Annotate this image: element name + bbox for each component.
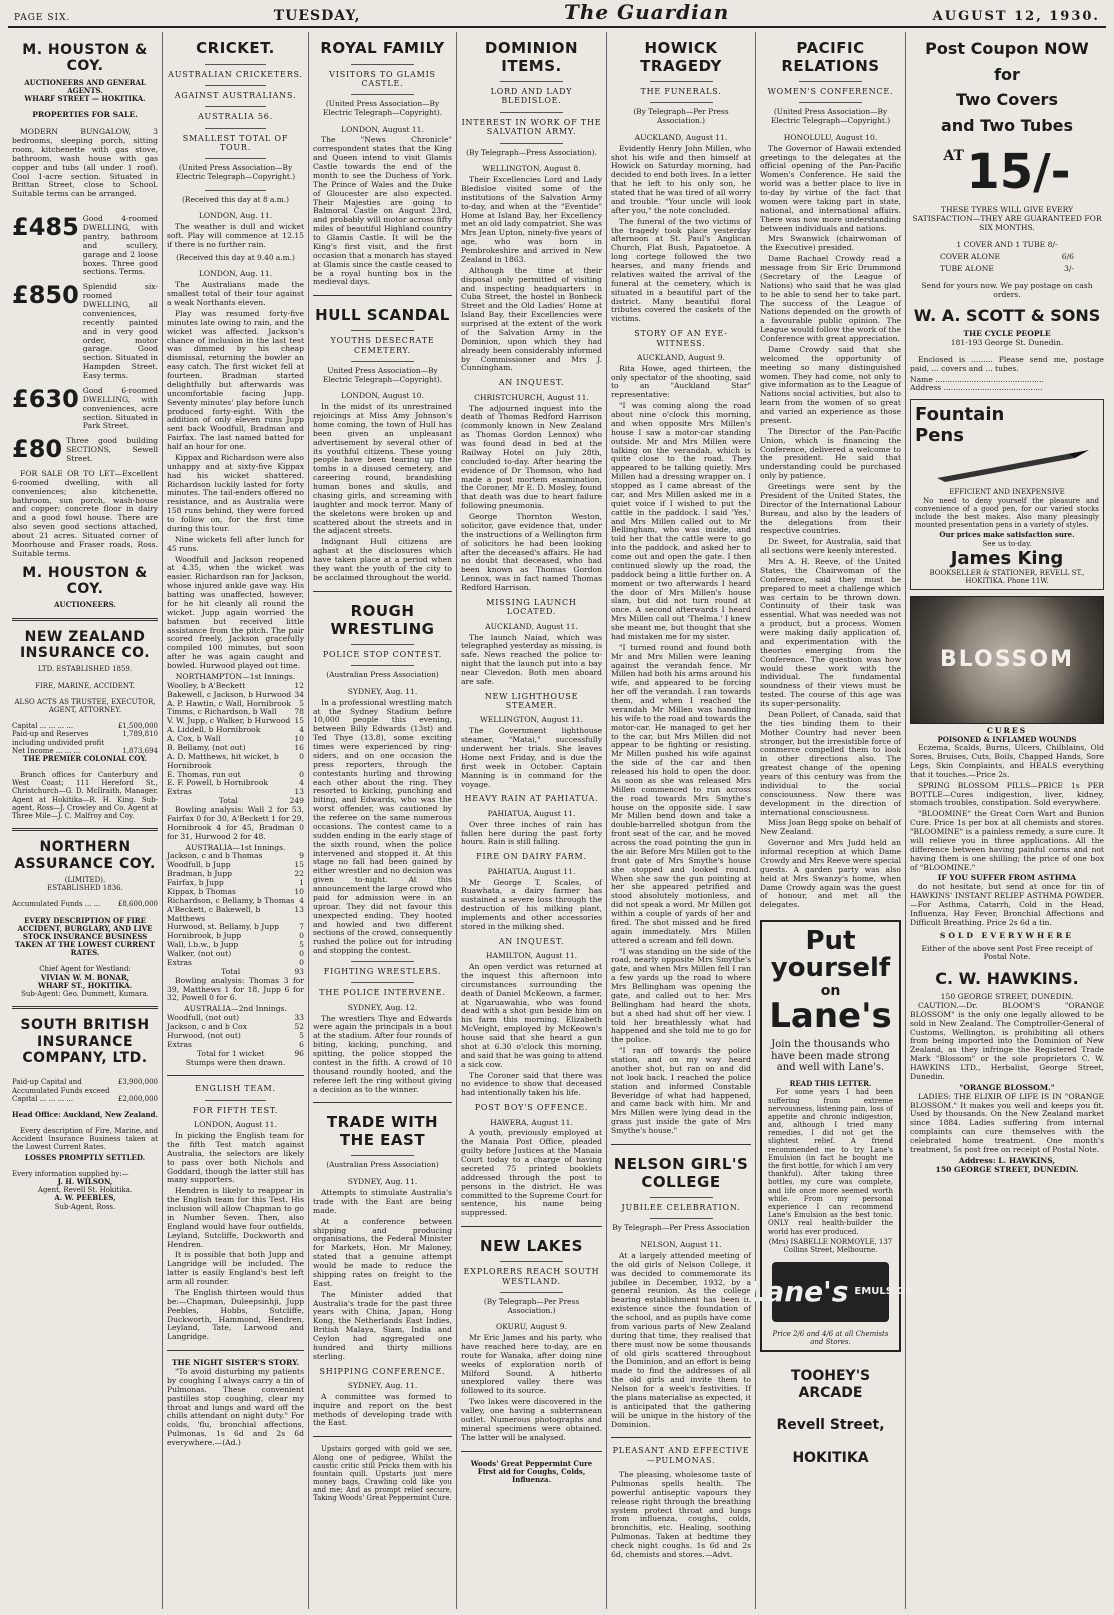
sbi-paid: Paid-up Capital and Accumulated Funds exceed £3,900,000 [12,1078,158,1095]
column-dominion-items: DOMINION ITEMS. LORD AND LADY BLEDISLOE. INTEREST IN WORK OF THE SALVATION ARMY. (By Telegraph—Press Association). WELLINGTON, August 8. Their Excellencies Lord and Lady Bledisloe visited some of the institutions of the Salvation Army to-day, and when at the "Eventide" Home at Island Bay, her Excellency met an old lady compatriot. She was Mrs Jean Upton, ninety-five years of age, who was born in Pembrokeshire and arrived in New Zealand in 1863. Although the time at their disposal only permitted of visiting and inspecting headquarters in Cuba Street, the hostel in Bonbeck Street and the Old Ladies' Home at Island Bay, their Excellencies were surprised at the extent of the work of the Salvation Army in the Dominion, upon which they had already been considerably informed by Commissioner and Mrs J. Cunningham. AN INQUEST. CHRISTCHURCH, August 11. The adjourned inquest into the death of Thomas Redford Harrison (commonly known in New Zealand as Thomas Gordon Lennox) who was found dead in bed at the Railway Hotel on July 28th, concluded to-day. After hearing the evidence of Dr Thomson, who had made a post mortem examination, the Coroner, Mr E. D. Mosley, found that death was due to heart failure following pneumonia. George Thornton Weston, solicitor, gave evidence that, under the instructions of a Wellington firm of solicitors he had been looking after the deceased's affairs. He had no doubt that deceased, who had been known as Thomas Gordon Lennox, was in fact named Thomas Redford Harrison. MISSING LAUNCH LOCATED. AUCKLAND, August 11. The launch Naiad, which was telegraphed yesterday as missing, is safe. News reached the police to-night that the launch put into a bay near Clevedon. Both men aboard are safe. NEW LIGHTHOUSE STEAMER. WELLINGTON, August 11. The Government lighthouse steamer, "Matai," successfully underwent her trials. She leaves Home next Friday, and is due the first week in October. Captain Manning is in command for the voyage. HEAVY RAIN AT PAHIATUA. PAHIATUA, August 11. Over three inches of rain has fallen here during the past forty hours. Rain is still falling. FIRE ON DAIRY FARM. PAHIATUA, August 11. Mr George T. Scales, of Ruawhata, a dairy farmer has sustained a severe loss through the destruction of his milking plant, implements and other accessories stored in the milking shed. AN INQUEST. HAMILTON, August 11. An open verdict was returned at the inquest this afternoon into circumstances surrounding the death of Daniel McKeown, a farmer, at Ngaruawahia, who was found dead with a shot gun beside him on his farm this morning. Elizabeth McVeight, employed by McKeown's house said that she heard a gun shot at 6.30 o'clock this morning, and said that he was going to attend a sick cow. The Coroner said that there was no evidence to show that deceased had intentionally taken his life. POST BOY'S OFFENCE. HAWERA, August 11. A youth, previously employed at the Manaia Post Office, pleaded guilty before Justices at the Manaia Court today to a charge of having secreted 75 printed booklets addressed through the post to persons in the district. He was committed to the Supreme Court for sentence, his name being suppressed. NEW LAKES EXPLORERS REACH SOUTH WESTLAND. (By Telegraph—Per Press Association.) OKURU, August 9. Mr Eric James and his party, who have reached here to-day, are en route for Wanaka, after doing nine weeks of exploration north of Milford Sound. A hitherto unexplored valley there was followed to its source. Two lakes were discovered in the valley, one having a subterranean outlet. Numerous photographs and mineral specimens were obtained. The latter will be analysed. Woods' Great Peppermint Cure First aid for Coughs, Colds, Influenza. [457,32,607,1609]
howick-tragedy-headline: HOWICK TRAGEDY [640,39,722,75]
scorecard-total: Total for 1 wicket 96 [196,1048,304,1058]
runs: 13 [294,904,304,914]
english-team-heading: ENGLISH TEAM. [195,1084,276,1094]
cricket-paragraph: Play was resumed forty-five minutes late owing to rain, and the wicket was affected. Jackson's chance of inclusion in the last test was dimmed by his cheap dismissal, returning the bowler an easy catch. The first wicket fell at fourteen. Bradman started delightfully but afterwards was uncomfortable facing Jupp. Seventy minutes' play before lunch produced forty-eight. With the addition of only eleven runs Jupp sent back Woodfull, Bradman and Fairfax. The last named batted for half an hour for one. [167,308,304,452]
batsman: A. D. Matthews, hit wicket, b Hornibrook [167,751,279,770]
runs: 9 [299,851,304,861]
lanes-brand: Lane's [769,996,892,1037]
batsman: Hornibrook, b Jupp [167,931,242,941]
sbi-head-office: Head Office: Auckland, New Zealand. [12,1109,158,1119]
scorecard-row [167,906,304,924]
batsman: Kippax, b Thomas [167,886,236,896]
property-80: £80 Three good building SECTIONS, Sewell Street. [12,435,158,464]
westland-agent-label: Chief Agent for Westland: [39,965,131,974]
runs: 10 [294,886,304,896]
sbi-description: Every description of Fire, Marine, and Accident Insurance Business taken at the Lowest Current Rates. [12,1127,158,1152]
trade-east-headline: TRADE WITH THE EAST [326,1113,439,1150]
losses-settled: LOSSES PROMPTLY SETTLED. [24,1152,146,1162]
cricket-paragraph: The Australians made the smallest total of their tour against a weak Northants eleven. [167,280,304,308]
property-850: £850 Splendid six-roomed DWELLING, all conveniences, recently painted and in very good order, motor garage. Good section. Situated in Hampden Street. Easy terms. [12,281,158,381]
batsman: Woolley, b A'Beckett [167,680,246,690]
column-classifieds [8,32,163,1609]
runs: 34 [294,689,304,699]
batsman: Bradman, b Jupp [167,869,232,879]
coupon-name-field[interactable]: Name ............................................. [910,374,1044,384]
ad-night-sister: "To avoid disturbing my patients by coughing I always carry a tin of Pulmonas. These convenient pastilles stop coughing, clear my throat and lungs and ward off the chills attendant on night duty." For colds, 'flu, bronchial affections, Pulmonas, 1s 6d and 2s 6d everywhere.—(Ad.) [167,1367,304,1448]
woods-ad: Woods' Great Peppermint Cure First aid for Coughs, Colds, Influenza. [470,1458,593,1484]
nzi-trustee: ALSO ACTS AS TRUSTEE, EXECUTOR, AGENT, ATTORNEY. [14,697,156,714]
runs: 7 [299,922,304,932]
sub-agent-kumara: Sub-Agent: Geo. Dummett, Kumara. [21,990,149,998]
blossom-ointment-image: BLOSSOM [910,596,1104,724]
price-850: £850 [12,281,79,310]
firm-title-2: M. HOUSTON & COY. [22,564,148,598]
woods-poem: Upstairs gorged with gold we see, Along one of pedigree, Whilst the caustic critic still Pricks them with his fountain quill. Upstarts just mere money bags, Crawling cold like you and me; And as prompt relief secure, Taking Woods' Great Peppermint Cure. [313,1445,452,1503]
scorecard-australia-2 [167,1014,304,1050]
column-howick-tragedy: HOWICK TRAGEDY THE FUNERALS. (By Telegraph—Per Press Association.) AUCKLAND, August 11. Evidently Henry John Millen, who shot his wife and then himself at Howick on Saturday morning, had decided to end both lives. In a letter that he left to his only son, he stated that he was tired of all worry and trouble. "Your uncle will look after you," the note concluded. The funeral of the two victims of the tragedy took place yesterday afternoon at St. Paul's Anglican Church, Flat Bush, Papatoetoe. A long cortege followed the two hearses, and many friends and relatives waited the arrival of the funeral at the cemetery, which is situated in a beautiful part of the district. Many beautiful floral tributes covered the caskets of the victims. STORY OF AN EYE-WITNESS. AUCKLAND, August 9. Rita Howe, aged thirteen, the only spectator of the shooting, said to an "Auckland Star" representative: "I was coming along the road about nine o'clock this morning, and when opposite Mrs Millen's house I saw a motor-car standing outside. Mr and Mrs Millen were talking on the verandah, which is quite close to the road. They appeared to be talking quietly. Mrs Millen had a dressing wrapper on. I stopped as I came abreast of the car, and Mrs Millen asked me in a quiet voice if I wished to put the cattle in the paddock. I said 'Yes,' and Mrs Millen called out to Mr Bellingham, who was inside, and told her that the cattle were to go into the paddock, and asked her to come out and open the gate. I then continued slowly up the road, the paddock being a little further on. A moment or two afterwards I heard the door of Mrs Millen's house slam, but did not turn round at once. A second afterwards I heard Mrs Millen call out 'Thelma.' I knew she meant me, but thought that she had mistaken me for my sister. "I turned round and found both Mr and Mrs Millen were leaning against the verandah fence. Mr Millen had both his arms around his wife, and appeared to be forcing her off the verandah. I ran towards them, and when I reached the verandah Mr Millen was handling his wife to the road and towards the motor-car. He managed to get her to the car, but Mrs Millen did not appear to be fighting or resisting. Mr Millen pushed his wife against the side of the car and then released his hold to open the door. As soon as she was released Mrs Millen commenced to run across the road towards Mrs Smythe's house on the opposite side. I saw Mr Millen bend down and take a double-barrelled shotgun from the front seat of the car, and he moved across the road pointing the gun in the air. Before Mrs Millen got to the front gate of Mrs Smythe's house she stopped and looked round. When she saw the gun pointing at her she appeared petrified and stood absolutely motionless, and did not speak a word. Mr Millen got within a couple of yards of her and fired. The shot missed and he fired again immediately. Mrs Millen uttered a scream and fell down. "I was standing on the side of the road, nearly opposite Mrs Smythe's gate, and when Mrs Millen fell I ran a few yards up the road to where Mrs Bellingham was opening the gate, and called out to her. Mrs Bellingham had heard the shots, but a shed had shut off her view. I told her breathlessly what had happened and she told me to go for the police. "I ran off towards the police station, and on my way heard another shot, but ran on and did not look back. I reached the police station and informed Constable Beveridge of what had happened, and came back with him. Mr and Mrs Millen were lying dead in the grass just inside the gate of Mrs Smythe's house." NELSON GIRL'S COLLEGE JUBILEE CELEBRATION. By Telegraph—Per Press Association NELSON, August 11. At a largely attended meeting of the old girls of Nelson College, it was decided to commemorate its jubilee in December, 1932, by a general reunion. As the college bearing establishment has been in existence since the foundation of the school, and as pupils have come from various parts of New Zealand during that time, they realised that there must now be some thousands of old girls scattered throughout the Dominion, and an effort is being made to find the addresses of all the old girls and invite them to Nelson for a week's festivities. If the plans materialise as expected, it is anticipated that the gathering will be unique in the history of the Dominion. PLEASANT AND EFFECTIVE—PULMONAS. The pleasing, wholesome taste of Pulmonas spells health. The powerful antiseptic vapours they release right through the breathing system protect throat and lungs from influenza, coughs, colds, bronchitis, etc. Healing, soothing Pulmonas. Taken at bedtime they check night coughs. 1s 6d and 2s 6d, chemists and stores.—Advt. [607,32,756,1609]
batsman: Hurwood, (not out) [167,1030,241,1040]
coupon-enclosed: Enclosed is ......... Please send me, postage paid, ... covers and ... tubes. [910,354,1104,373]
batsman: A. P. Hawtin, c Wall, Hornibrook [167,698,291,708]
lanes-emulsion-ad: Put yourself on Lane's Join the thousands who have been made strong and well with Lane's. READ THIS LETTER. For some years I had been suffering from extreme nervousness, listening pain, loss of appetite and chronic indigestion, and, although I tried many remedies, I did not get the slightest relief. A friend recommended me to try Lane's Emulsion (in fact he bought me the first bottle, for which I am very thankful). After taking three bottles, my cure was complete, and life once more seemed worth while. From my personal experience I can recommend Lane's Emulsion as the best tonic. ONLY real health-builder the world has ever produced. (Mrs) ISABELLE NORMOYLE, 137 Collins Street, Melbourne. Lane's EMULSION Price 2/6 and 4/6 at all Chemists and Stores. [760,920,901,1352]
nzi-capital: Capital ... ... ... ... £1,500,000 [12,722,158,731]
runs: 22 [294,869,304,879]
northern-title: NORTHERN ASSURANCE COY. [14,839,156,872]
batsman: Richardson, c Bellamy, b Thomas [167,895,295,905]
batsman: Bakewell, c Jackson, b Hurwood [167,689,292,699]
page-number: PAGE SIX. [14,13,71,24]
scott-sons: W. A. SCOTT & SONS [913,306,1101,326]
nzi-established: LTD. ESTABLISHED 1859. [37,665,133,674]
runs: 0 [299,957,304,967]
runs: 16 [294,742,304,752]
batsman: A'Beckett, c Bakewell, b Matthews [167,904,261,923]
hull-scandal-headline: HULL SCANDAL [315,306,450,325]
sbi-capital: Capital ... ... ... ... £2,000,000 [12,1094,158,1103]
agent-peebles: A. W. PEEBLES, [54,1193,116,1203]
batsman: Jackson, c and b Cox [167,1022,247,1032]
batsman: A. Liddell, b Hornibrook [167,725,261,735]
nelson-college-headline: NELSON GIRL'S COLLEGE [613,1154,749,1191]
batsman: V. W. Jupp, c Walker, b Hurwood [167,716,291,726]
batsman: Extras [167,957,192,967]
batsman: Fairfax, b Jupp [167,878,224,888]
cricket-paragraph: Woodfull and Jackson reopened at 4.35, when the wicket was easier. Richardson ran for Jackson, whose injured ankle gave way. His batting was unaffected, however, for he hit cleanly all round the wicket. Jupp again worried the batsmen but received little assistance from the pitch. The pair scored freely, Jackson gracefully compiled 100 minutes, but soon after he was again caught and bowled. Hurwood played out time. [167,554,304,671]
northern-description: EVERY DESCRIPTION OF FIRE ACCIDENT, BURGLARY, AND LIVE STOCK INSURANCE BUSINESS TAKEN AT THE LOWEST CURRENT RATES. [15,915,155,958]
runs: 4 [299,725,304,735]
runs: 78 [294,707,304,717]
runs: 0 [299,751,304,761]
batsman: Timms, c Richardson, b Wall [167,707,277,717]
runs: 0 [299,769,304,779]
northern-funds: Accumulated Funds ... ... £8,600,000 [12,900,158,909]
property-bungalow: MODERN BUNGALOW, 3 bedrooms, sleeping porch, sitting room, kitchenette with gas stove, bathroom, wash house with gas copper and tubs (all under 1 roof). Cool 1-acre section. Situated in Brittan Street, close to School. Suitable terms can be arranged. [12,127,158,199]
batsman: E. F. Powell, b Hornibrook [167,778,268,788]
firm-role-2: AUCTIONEERS. [54,600,116,610]
cricket-headline: CRICKET. [196,39,275,57]
properties-title: PROPERTIES FOR SALE. [32,110,138,120]
agent-wilson-role: Agent, Revell St. Hokitika. [37,1186,133,1195]
runs: 4 [299,778,304,788]
runs: 1 [299,878,304,888]
firm-role: AUCTIONEERS AND GENERAL AGENTS. [24,77,146,95]
cricket-paragraph: Nine wickets fell after lunch for 45 runs. [167,534,304,553]
agent-bonar: VIVIAN W. M. BONAR, [40,972,130,982]
tyre-coupon-ad: Post Coupon NOW for Two Covers and Two Tubes AT 15/- THESE TYRES WILL GIVE EVERY SATISFACTION—THEY ARE GUARANTEED FOR SIX MONTHS. 1 COVER AND 1 TUBE 8/- COVER ALONE 6/6 TUBE ALONE 3/- Send for yours now. We pay postage on cash orders. W. A. SCOTT & SONS THE CYCLE PEOPLE 181-193 George St. Dunedin. Enclosed is ......... Please send me, postage paid, ... covers and ... tubes. Name ............................................. Address ......................................... [910,39,1104,393]
tyre-price: 15/- [966,144,1071,201]
english-team-sub: FOR FIFTH TEST. [192,1105,279,1115]
runs: 12 [294,680,304,690]
price-630: £630 [12,384,79,413]
runs: 15 [294,716,304,726]
bowling-analysis: Bowling analysis: Wall 2 for 53, Fairfax 0 for 30, A'Beckett 1 for 29, Hornibrook 4 for 45, Bradman 0 for 31, Hurwood 2 for 48. [167,805,304,841]
nzi-branch: Branch offices for Canterbury and West Coast; 111 Hereford St., Christchurch—G. D. McIlraith, Manager. Agent at Hokitika—R. H. King. Sub-agent, Ross—J. Crowley and Co. Agent at Three Mile—J. C. Malfroy and Coy. [12,771,158,820]
column-advertisements: Post Coupon NOW for Two Covers and Two Tubes AT 15/- THESE TYRES WILL GIVE EVERY SATISFACTION—THEY ARE GUARANTEED FOR SIX MONTHS. 1 COVER AND 1 TUBE 8/- COVER ALONE 6/6 TUBE ALONE 3/- Send for yours now. We pay postage on cash orders. W. A. SCOTT & SONS THE CYCLE PEOPLE 181-193 George St. Dunedin. Enclosed is ......... Please send me, postage paid, ... covers and ... tubes. Name ............................................. Address ......................................... Fountain Pens EFFICIENT AND INEXPENSIVE No need to deny yourself the pleasure and convenience of a good pen, for our varied stocks include the best makes. Also many pleasingly mounted presentation pens in a variety of styles. Our prices make satisfaction sure. See us to-day. James King BOOKSELLER & STATIONER, REVELL ST., HOKITIKA. Phone 11W. BLOSSOM CURES POISONED & INFLAMED WOUNDS Eczema, Scalds, Burns, Ulcers, Chilblains, Old Sores, Bruises, Cuts, Boils, Chapped Hands, Sore Legs, Skin Complaints, and HEALS everything that it touches.—Price 2s. SPRING BLOSSOM PILLS—PRICE 1s PER BOTTLE—Cures indigestion, liver, kidney, stomach troubles, constipation. Sold everywhere. "BLOOMINE" the Great Corn Wart and Bunion Cure. Price 1s per box at all chemists and stores. "BLOOMINE" is a painless remedy, a sure cure. It will relieve you in three applications. All the difference between having painful corns and not having them is one shilling; the price of one box of "BLOOMINE." IF YOU SUFFER FROM ASTHMA do not hesitate, but send at once for tin of HAWKINS' INSTANT RELIEF ASTHMA POWDER.—For Asthma, Catarrh, Cold in the Head, Influenza, Hay Fever, Bronchial Affections and Difficult Breathing. Price 2s 6d a tin. SOLD EVERYWHERE Either of the above sent Post Free receipt of Postal Note. C. W. HAWKINS. 150 GEORGE STREET, DUNEDIN. CAUTION.—Dr. BLOOM'S "ORANGE BLOSSOM" is the only one legally allowed to be sold in New Zealand. The Comptroller-General of Customs, Wellington, is prohibiting all others from being imported into the Dominion of New Zealand, as they infringe the Registered Trade Mark "Blossom" or the sole proprietors C. W. HAWKINS LTD., Herbalist, George Street, Dunedin. "ORANGE BLOSSOM." LADIES: THE ELIXIR OF LIFE IS IN "ORANGE BLOSSOM." It makes you well and keeps you fit. Used by thousands. On the New Zealand market since 1884. Ladies suffering from internal complaints can cure themselves with the celebrated home treatment. One month's treatment, 5s post free on receipt of Postal Note. Address: L. HAWKINS, 150 GEORGE STREET, DUNEDIN. [906,32,1108,1609]
price-80: £80 [12,435,63,464]
cricket-sub-3: AUSTRALIA 56. [197,112,274,122]
column-cricket: CRICKET. AUSTRALIAN CRICKETERS. AGAINST AUSTRALIANS. AUSTRALIA 56. SMALLEST TOTAL OF TOUR. (United Press Association—By Electric Telegraph—Copyright.) (Received this day at 8 a.m.) LONDON, Aug. 11. The weather is dull and wicket soft. Play will commence at 12.15 if there is no further rain. (Received this day at 9.40 a.m.) LONDON, Aug. 11. The Australians made the smallest total of their tour against a weak Northants eleven. Play was resumed forty-five minutes late owing to rain, and the wicket was affected. Jackson's chance of inclusion in the last test was dimmed by his cheap dismissal, returning the bowler an easy catch. The first wicket fell at fourteen. Bradman started delightfully but afterwards was uncomfortable facing Jupp. Seventy minutes' play before lunch produced forty-eight. With the addition of only eleven runs Jupp sent back Woodfull, Bradman and Fairfax. The last named batted for half an hour for one. Kippax and Richardson were also unhappy and at sixty-five Kippax had his wicket shattered. Richardson luckily lasted for forty minutes. The tail-enders offered no resistance, and as Australia were 158 runs behind, they were forced to follow on, for the first time during this tour. Nine wickets fell after lunch for 45 runs. Woodfull and Jackson reopened at 4.35, when the wicket was easier. Richardson ran for Jackson, whose injured ankle gave way. His batting was unaffected, however, for he hit cleanly all round the wicket. Jupp again worried the batsmen but received little assistance from the pitch. The pair scored freely, Jackson gracefully compiled 100 minutes, but soon after he was again caught and bowled. Hurwood played out time. NORTHAMPTON—1st Innings. Woolley, b A'Beckett 12 Bakewell, c Jackson, b Hurwood 34 A. P. Hawtin, c Wall, Hornibrook 5 Timms, c Richardson, b Wall 78 V. W. Jupp, c Walker, b Hurwood 15 A. Liddell, b Hornibrook 4 A. Cox, b Wall 10 B. Bellamy, (not out) 16 A. D. Matthews, hit wicket, b Hornibrook 0 E. Thomas, run out 0 E. F. Powell, b Hornibrook 4 Extras 13 Total 249 Bowling analysis: Wall 2 for 53, Fairfax 0 for 30, A'Beckett 1 for 29, Hornibrook 4 for 45, Bradman 0 for 31, Hurwood 2 for 48. AUSTRALIA—1st Innings. Jackson, c and b Thomas 9 Woodfull, b Jupp 15 Bradman, b Jupp 22 Fairfax, b Jupp 1 Kippax, b Thomas 10 Richardson, c Bellamy, b Thomas 4 A'Beckett, c Bakewell, b Matthews 13 Hurwood, st. Bellamy, b Jupp 7 Hornibrook, b Jupp 0 Wall, l.b.w., b Jupp 5 Walker, (not out) 0 Extras 0 Total 93 Bowling analysis: Thomas 3 for 39, Matthews 1 for 18, Jupp 6 for 32, Powell 0 for 6. AUSTRALIA—2nd Innings. Woodfull, (not out) 33 Jackson, c and b Cox 52 Hurwood, (not out) 5 Extras 6 Total for 1 wicket 96 Stumps were then drawn. ENGLISH TEAM. FOR FIFTH TEST. LONDON, August 11. In picking the English team for the fifth Test match against Australia, the selectors are likely to pass over both Nichols and Goddard, though the latter still has many supporters. Hendren is likely to reappear in the English team for this Test. His inclusion will allow Chapman to go in Number Seven. Then, also England would have four outfields, Leyland, Sutcliffe, Duckworth and Hendren. It is possible that both Jupp and Langridge will be included. The latter is easily England's best left arm all rounder. The English thirteen would thus be:—Chapman, Duleepsinhji, Jupp Peebles, Hobbs, Sutcliffe, Duckworth, Hammond, Hendren, Leyland, Tate, Larwood and Langridge. THE NIGHT SISTER'S STORY. "To avoid disturbing my patients by coughing I always carry a tin of Pulmonas. These convenient pastilles stop coughing, clear my throat and lungs and ward off the chills attendant on night duty." For colds, 'flu, bronchial affections, Pulmonas, 1s 6d and 2s 6d everywhere.—(Ad.) [163,32,309,1609]
coupon-address-field[interactable]: Address ......................................... [910,383,1043,393]
masthead-day: TUESDAY, [273,7,361,24]
runs: 10 [294,734,304,744]
dominion-items-headline: DOMINION ITEMS. [484,39,579,75]
property-for-sale: FOR SALE OR TO LET—Excellent 6-roomed dwelling, with all conveniences; also kitchenette, bathroom, sun porch, wash-house and copper; concrete floor in dairy and a good fowl house. There are also seven good sections attached, about 21 acres. Situated corner of Moorhouse and Fraser roads, Ross. Suitable terms. [12,468,158,558]
runs: 4 [299,895,304,905]
runs: 0 [299,931,304,941]
batsman: Walker, (not out) [167,949,232,959]
columns [8,32,1108,1609]
northern-limited: (LIMITED). [64,875,106,884]
masthead [8,0,1106,28]
batsman: A. Cox, b Wall [167,734,221,744]
fountain-pens-ad: Fountain Pens EFFICIENT AND INEXPENSIVE No need to deny yourself the pleasure and convenience of a good pen, for our varied stocks include the best makes. Also many pleasingly mounted presentation pens in a variety of styles. Our prices make satisfaction sure. See us to-day. James King BOOKSELLER & STATIONER, REVELL ST., HOKITIKA. Phone 11W. [910,399,1104,590]
nzi-paidup: Paid-up and Reserves including undivided profit 1,789,810 [12,730,158,747]
batsman: Woodfull, (not out) [167,1013,240,1023]
nzi-net-income: Net Income ... ... ... 1,873,694 [12,746,158,755]
scorecard-australia-1 [167,852,304,967]
runs: 5 [299,698,304,708]
runs: 5 [299,1030,304,1040]
revell-street: Revell Street, [776,1417,885,1434]
column-pacific-relations: PACIFIC RELATIONS WOMEN'S CONFERENCE. (United Press Association—By Electric Telegraph—Copyright.) HONOLULU, August 10. The Governor of Hawaii extended greetings to the delegates at the official opening of the Pan-Pacific Women's Conference. He said the world was a better place to live in to-day by virtue of the fact that women were taking part in state, national, and international affairs. There was now more understanding between individuals and nations. Mrs Swanwick (chairwoman of the Executive) presided. Dame Rachael Crowdy read a message from Sir Eric Drummond (Secretary of the League of Nations) who said that he was glad to be able to send her to take part. The success of the League of Nations depended on the growth of a favourable public opinion. The League would follow the work of the Conference with great appreciation. Dame Crowdy said that she welcomed the opportunity of meeting so many distinguished women. They had come, not only to give information as to the League of Nations social activities, but also to learn from the women of so great and varied an experience as those present. The Director of the Pan-Pacific Union, which is financing the Conference, delivered a welcome to the president. He said that understanding could be purchased only by patience. Greetings were sent by the President of the United States, the Director of the International Labour Bureau, and also by the leaders of the delegations from their respective countries. Dr. Sweet, for Australia, said that all sections were keenly interested. Mrs A. H. Reeve, of the United States, the Chairwoman of the Conference, said they must be prepared to meet a challenge which was certain to be thrown down. Continuity of their task was essential. What was needed was not a product, but a process. Women were making daily application of, and experimentation with the theories emerging from the Conference. The question was how would these work with the individual. The fundamental soundness of their views must be tested. The course of this age was its super-personality. Dean Pollert, of Canada, said that the ties binding them to their Mother Country had never been stronger, but the irresistible force of commerce compelled them to look in other directions also. The greatest change of the opening years of this century was from the individual to the social consciousness. Now there was development in the direction of international consciousness. Miss Joan Begg spoke on behalf of New Zealand. Governor and Mrs Judd held an informal reception at which Dame Crowdy and Mrs Reeve were special guests. A garden party was also held at Mrs Swanzy's home, when Dame Crowdy again was the guest of honour, and met all the delegates. Put yourself on Lane's Join the thousands who have been made strong and well with Lane's. READ THIS LETTER. For some years I had been suffering from extreme nervousness, listening pain, loss of appetite and chronic indigestion, and, although I tried many remedies, I did not get the slightest relief. A friend recommended me to try Lane's Emulsion (in fact he bought me the first bottle, for which I am very thankful). After taking three bottles, my cure was complete, and life once more seemed worth while. From my personal experience I can recommend Lane's Emulsion as the best tonic. ONLY real health-builder the world has ever produced. (Mrs) ISABELLE NORMOYLE, 137 Collins Street, Melbourne. Lane's EMULSION Price 2/6 and 4/6 at all Chemists and Stores. TOOHEY'S ARCADE Revell Street, HOKITIKA [756,32,906,1609]
price-485: £485 [12,213,79,242]
firm-title: M. HOUSTON & COY. [22,42,148,75]
royal-family-headline: ROYAL FAMILY [320,39,445,57]
firm-address: WHARF STREET — HOKITIKA. [24,94,146,104]
column-royal-family: ROYAL FAMILY VISITORS TO GLAMIS CASTLE. (United Press Association—By Electric Telegraph—Copyright). LONDON, August 11. The "News Chronicle" correspondent states that the King and Queen intend to visit Glamis Castle towards the end of the month to see the Duchess of York. The Prince of Wales and the Duke of Gloucester are also expected. Their Majesties are going to Balmoral Castle on August 23rd, and probably will motor across fifty miles of beautiful Highland country to Glamis Castle. It will be the King's first visit, and the first occasion that a monarch has stayed at Glamis since the castle ceased to be a royal hunting box in the medieval days. HULL SCANDAL YOUTHS DESECRATE CEMETERY. United Press Association—By Electric Telegraph—Copyright). LONDON, August 10. In the midst of its unrestrained rejoicings at Miss Amy Johnson's home coming, the town of Hull has been given an unpleasant advertisement by several other of its youthful citizens. These young people have been tearing up the tombs in a disused cemetery, and careering round, brandishing human bones and skulls, and chasing girls, and screaming with laughter and mock terror. Many of the skeletons were broken up and scattered about the streets and in the adjacent streets. Indignant Hull citizens are aghast at the disclosures which have taken place at a period when they want the youth of the city to be acclaimed throughout the world. ROUGH WRESTLING POLICE STOP CONTEST. (Australian Press Association) SYDNEY, Aug. 11. In a professional wrestling match at the Sydney Stadium before 10,000 people this evening, between Billy Edwards (13st) and Ted Thye (13.8), some exciting times were experienced by ring-siders, and on one occasion the press reporters, through the contestants hurling and throwing each other about the ring. They resorted to kicking, punching and biting, and Edwards, who was the worst offender, was cautioned by the referee on the same numerous occasions. The contest came to a sudden ending in the early stage of the sixth round, when the police intervened and stopped it. At this stage no fall had been gained by either wrestler and no decision was given to-night. At this announcement the large crowd who paid for admission were in an uproar. They did not favour this unexpected ending. They hooted and howled and two different sections of the crowd, consequently rushed the police out for intruding and stopping the contest. FIGHTING WRESTLERS. THE POLICE INTERVENE. SYDNEY, Aug. 12. The wrestlers Thye and Edwards were again the principals in a bout at the stadium. After four rounds of biting, kicking, punching, and spitting, the police stopped the contest in the fifth. A crowd of 10 thousand roundly hooted, and the referee left the ring without giving a decision as to the winner. TRADE WITH THE EAST (Australian Press Association) SYDNEY, Aug. 11. Attempts to stimulate Australia's trade with the East are being made. At a conference between shipping and producing organisations, the Federal Minister for Markets, Hon. Mr Maloney, stated that a genuine attempt would be made to reduce the shipping rates on freight to the East. The Minister added that Australia's trade for the past three years with China, Japan, Hong Kong, the Netherlands East Indies, British Malaya, Siam, India and Ceylon had aggregated one hundred and thirty millions sterling. SHIPPING CONFERENCE. SYDNEY, Aug. 11. A committee was formed to inquire and report on the best methods of developing trade with the East. Upstairs gorged with gold we see, Along one of pedigree, Whilst the caustic critic still Pricks them with his fountain quill. Upstarts just mere money bags, Crawling cold like you and me; And as prompt relief secure, Taking Woods' Great Peppermint Cure. [309,32,457,1609]
info-supplied: Every information supplied by:— [12,1169,129,1178]
bowling-analysis: Bowling analysis: Thomas 3 for 39, Matthews 1 for 18, Jupp 6 for 32, Powell 0 for 6. [167,975,304,1003]
newspaper-title: The Guardian [563,0,730,24]
new-lakes-headline: NEW LAKES [480,1237,583,1256]
property-630: £630 Good 6-roomed DWELLING, with conveniences, acre section. Situated in Park Street. [12,384,158,431]
pulmonas-ad: The pleasing, wholesome taste of Pulmonas spells health. The powerful antiseptic vapours they release right through the breathing system protect throat and lungs from influenza, coughs, colds, bronchitis, etc. Healing, soothing Pulmonas. Taken at bedtime they check night coughs. 1s 6d and 2s 6d, chemists and stores.—Advt. [611,1470,751,1559]
property-485: £485 Good 4-roomed DWELLING, with pantry, bathroom and scullery, garage and 2 loose boxes. Three good sections. Terms. [12,213,158,277]
runs: 0 [299,949,304,959]
cricket-paragraph: The weather is dull and wicket soft. Play will commence at 12.15 if there is no further rain. [167,222,304,249]
agent-wilson: J. H. WILSON, [57,1177,113,1186]
batsman: B. Bellamy, (not out) [167,742,246,752]
batsman: Woodfull, b Jupp [167,860,231,870]
lanes-bottle-image: Lane's EMULSION [772,1262,889,1322]
cricket-credit: (United Press Association—By Electric Telegraph—Copyright.) [175,163,296,181]
scorecard-heading: AUSTRALIA—2nd Innings. [184,1004,287,1014]
runs: 5 [299,940,304,950]
runs: 15 [294,860,304,870]
nzi-lines: FIRE, MARINE, ACCIDENT. [35,681,135,690]
cricket-paragraph: Kippax and Richardson were also unhappy and at sixty-five Kippax had his wicket shattered. Richardson luckily lasted for forty minutes. The tail-enders offered no resistance, and as Australia were 158 runs behind, they were forced to follow on, for the first time during this tour. [167,452,304,533]
runs: 13 [294,787,304,797]
batsman: Extras [167,1039,192,1049]
agent-peebles-role: Sub-Agent, Ross. [54,1202,116,1211]
scorecard-heading: AUSTRALIA—1st Innings. [185,842,286,852]
rough-wrestling-headline: ROUGH WRESTLING [330,601,435,638]
pulmonas-heading: PLEASANT AND EFFECTIVE—PULMONAS. [612,1446,750,1465]
nzi-title: NEW ZEALAND INSURANCE CO. [19,628,151,661]
batsman: Hurwood, st. Bellamy, b Jupp [167,922,279,932]
hokitika: HOKITIKA [792,1449,869,1466]
sbi-title: SOUTH BRITISH INSURANCE COMPANY, LTD. [20,1017,150,1066]
tooheys-arcade: TOOHEY'S ARCADE [790,1368,871,1401]
masthead-date: AUGUST 12, 1930. [932,8,1100,24]
james-king: James King [950,547,1064,569]
runs: 6 [299,1039,304,1049]
scorecard-total: Total 249 [218,796,304,806]
scorecard-row [167,753,304,771]
runs: 33 [294,1013,304,1023]
batsman: Extras [167,787,192,797]
fountain-pen-icon [917,448,1097,486]
cw-hawkins: C. W. HAWKINS. [935,969,1079,989]
batsman: E. Thomas, run out [167,769,241,779]
batsman: Jackson, c and b Thomas [167,851,263,861]
scorecard-heading: NORTHAMPTON—1st Innings. [175,671,296,681]
cricket-sub-2: AGAINST AUSTRALIANS. [174,90,297,100]
cricket-sub-4: SMALLEST TOTAL OF TOUR. [182,133,289,152]
runs: 52 [294,1022,304,1032]
nzi-premier: THE PREMIER COLONIAL COY. [23,753,147,763]
stumps: Stumps were then drawn. [185,1057,286,1067]
cricket-sub-1: AUSTRALIAN CRICKETERS. [168,69,303,79]
scorecard-total: Total 93 [221,966,304,976]
batsman: Wall, l.b.w., b Jupp [167,940,239,950]
northern-established: ESTABLISHED 1836. [47,884,123,893]
pacific-relations-headline: PACIFIC RELATIONS [781,39,880,75]
scorecard-northampton [167,682,304,797]
agent-bonar-address: WHARF ST., HOKITIKA. [37,980,133,990]
ad-night-sister-title: THE NIGHT SISTER'S STORY. [171,1358,300,1368]
